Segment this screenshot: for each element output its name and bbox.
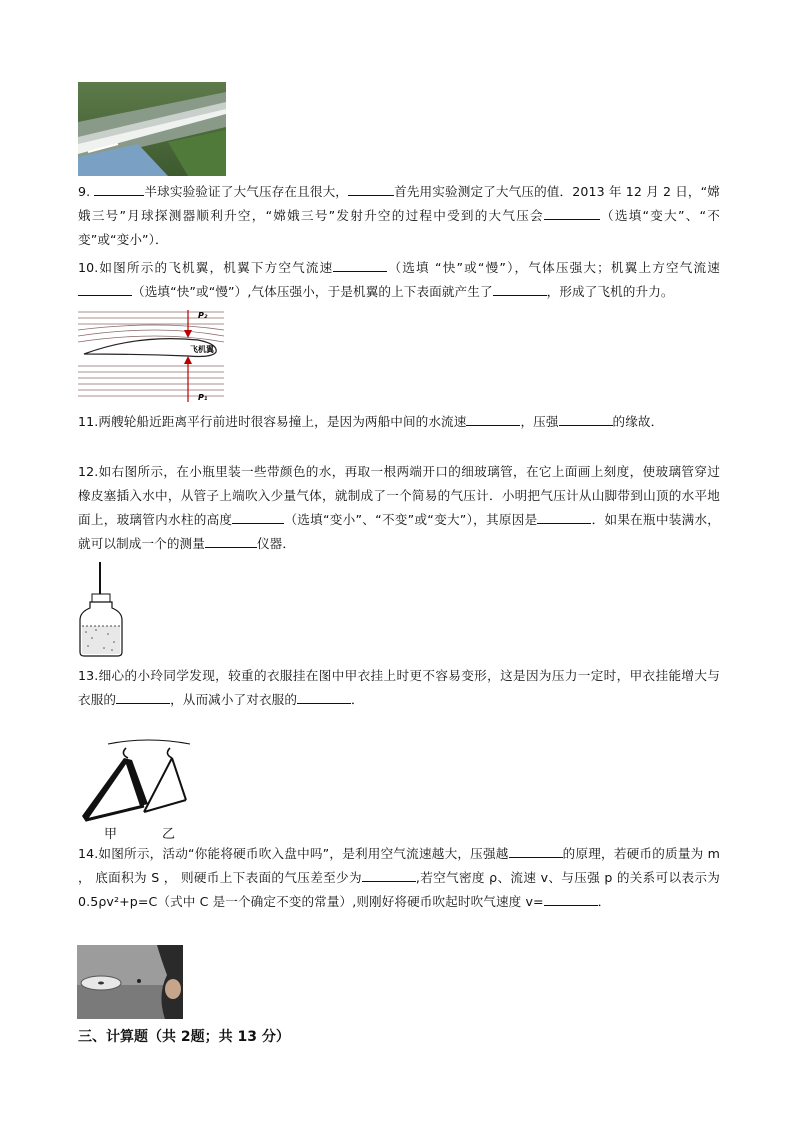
p1-label: P₁ [198, 393, 208, 402]
question-11 [78, 410, 720, 434]
q10-blank-2[interactable] [78, 281, 132, 296]
q13-text-1: 13.细心的小玲同学发现，较重的衣服挂在图中甲衣挂上时更不容易变形，这是因为压力一定时，甲衣挂能增大与衣服的 [78, 668, 720, 707]
q9-blank-2[interactable] [348, 181, 394, 196]
q12-text-3: ．如果在瓶中装满水，就可以制成一个的测量 [78, 512, 721, 551]
q12-text-4: 仪器． [256, 536, 296, 551]
q10-blank-3[interactable] [493, 281, 547, 296]
q12-blank-2[interactable] [537, 509, 591, 524]
q9-blank-1[interactable] [94, 181, 144, 196]
q11-blank-2[interactable] [559, 411, 613, 426]
section-3-heading: 三、计算题（共 2题；共 13 分） [78, 1029, 290, 1045]
p2-label: P₂ [198, 311, 208, 320]
q12-blank-1[interactable] [232, 509, 284, 524]
q14-text-1: 14.如图所示，活动“你能将硬币吹入盘中吗”，是利用空气流速越大，压强越 [78, 846, 509, 861]
q12-text-1: 12.如右图所示，在小瓶里装一些带颜色的水，再取一根两端开口的细玻璃管，在它上面画上刻度，使玻璃管穿过橡皮塞插入水中，从管子上端吹入少量气体，就制成了一个简易的气压计．小明把气压计从山脚带到山顶的水平地面上，玻璃管内水柱的高度 [78, 464, 720, 527]
ship-lock-photo [78, 82, 226, 176]
q13-blank-2[interactable] [297, 689, 351, 704]
q11-text-2: ，压强 [520, 414, 559, 429]
coin-plate-photo [77, 945, 183, 1019]
q14-text-3: ,若空气密度 ρ、流速 v、与压强 p 的关系可以表示为 0.5ρv²+p=C（式中 C 是一个确定不变的常量）,则刚好将硬币吹起时吹气速度 v= [78, 870, 720, 909]
q11-text-1: 11.两艘轮船近距离平行前进时很容易撞上，是因为两船中间的水流速 [78, 414, 467, 429]
q9-text-2: 首先用实验测定了大气压的值．2013 年 12 月 2 日，“嫦娥三号”月球探测器顺利升空，“嫦娥三号”发射升空的过程中受到的大气压会 [78, 184, 721, 223]
question-14 [78, 842, 720, 914]
q9-text-1: 半球实验验证了大气压存在且很大， [144, 184, 349, 199]
question-9 [78, 180, 720, 252]
q10-text-2: （选填 “快”或“慢”），气体压强大；机翼上方空气流速 [387, 260, 720, 275]
question-13 [78, 664, 720, 712]
q10-blank-1[interactable] [333, 257, 387, 272]
q14-text-4: ． [597, 894, 611, 909]
q14-blank-2[interactable] [362, 867, 416, 882]
hangers-figure [78, 734, 198, 834]
q13-text-3: ． [351, 692, 364, 707]
bottle-barometer [78, 562, 126, 658]
q10-text-1: 10.如图所示的飞机翼，机翼下方空气流速 [78, 260, 334, 275]
hanger-label-a: 甲 [104, 827, 118, 842]
q12-blank-3[interactable] [205, 533, 257, 548]
hanger-label-b: 乙 [162, 827, 176, 842]
q10-text-4: ，形成了飞机的升力。 [546, 284, 674, 299]
q11-blank-1[interactable] [466, 411, 520, 426]
airfoil-label: 飞机翼 [190, 345, 214, 354]
q14-blank-1[interactable] [509, 843, 563, 858]
q13-blank-1[interactable] [116, 689, 170, 704]
q9-blank-3[interactable] [544, 205, 600, 220]
q14-blank-3[interactable] [544, 891, 598, 906]
q14-text-2: 的原理，若硬币的质量为 m ， 底面积为 S ， 则硬币上下表面的气压差至少为 [78, 846, 720, 885]
q12-text-2: （选填“变小”、“不变”或“变大”），其原因是 [284, 512, 538, 527]
q11-text-3: 的缘故． [612, 414, 664, 429]
airfoil-diagram [78, 306, 224, 406]
question-10 [78, 256, 720, 304]
q13-text-2: ，从而减小了对衣服的 [170, 692, 298, 707]
q9-number: 9. [78, 184, 91, 199]
question-12 [78, 460, 720, 556]
q9-text-3: （选填“变大”、“不变”或“变小”）． [78, 208, 720, 247]
q10-text-3: （选填“快”或“慢”）,气体压强小，于是机翼的上下表面就产生了 [132, 284, 493, 299]
